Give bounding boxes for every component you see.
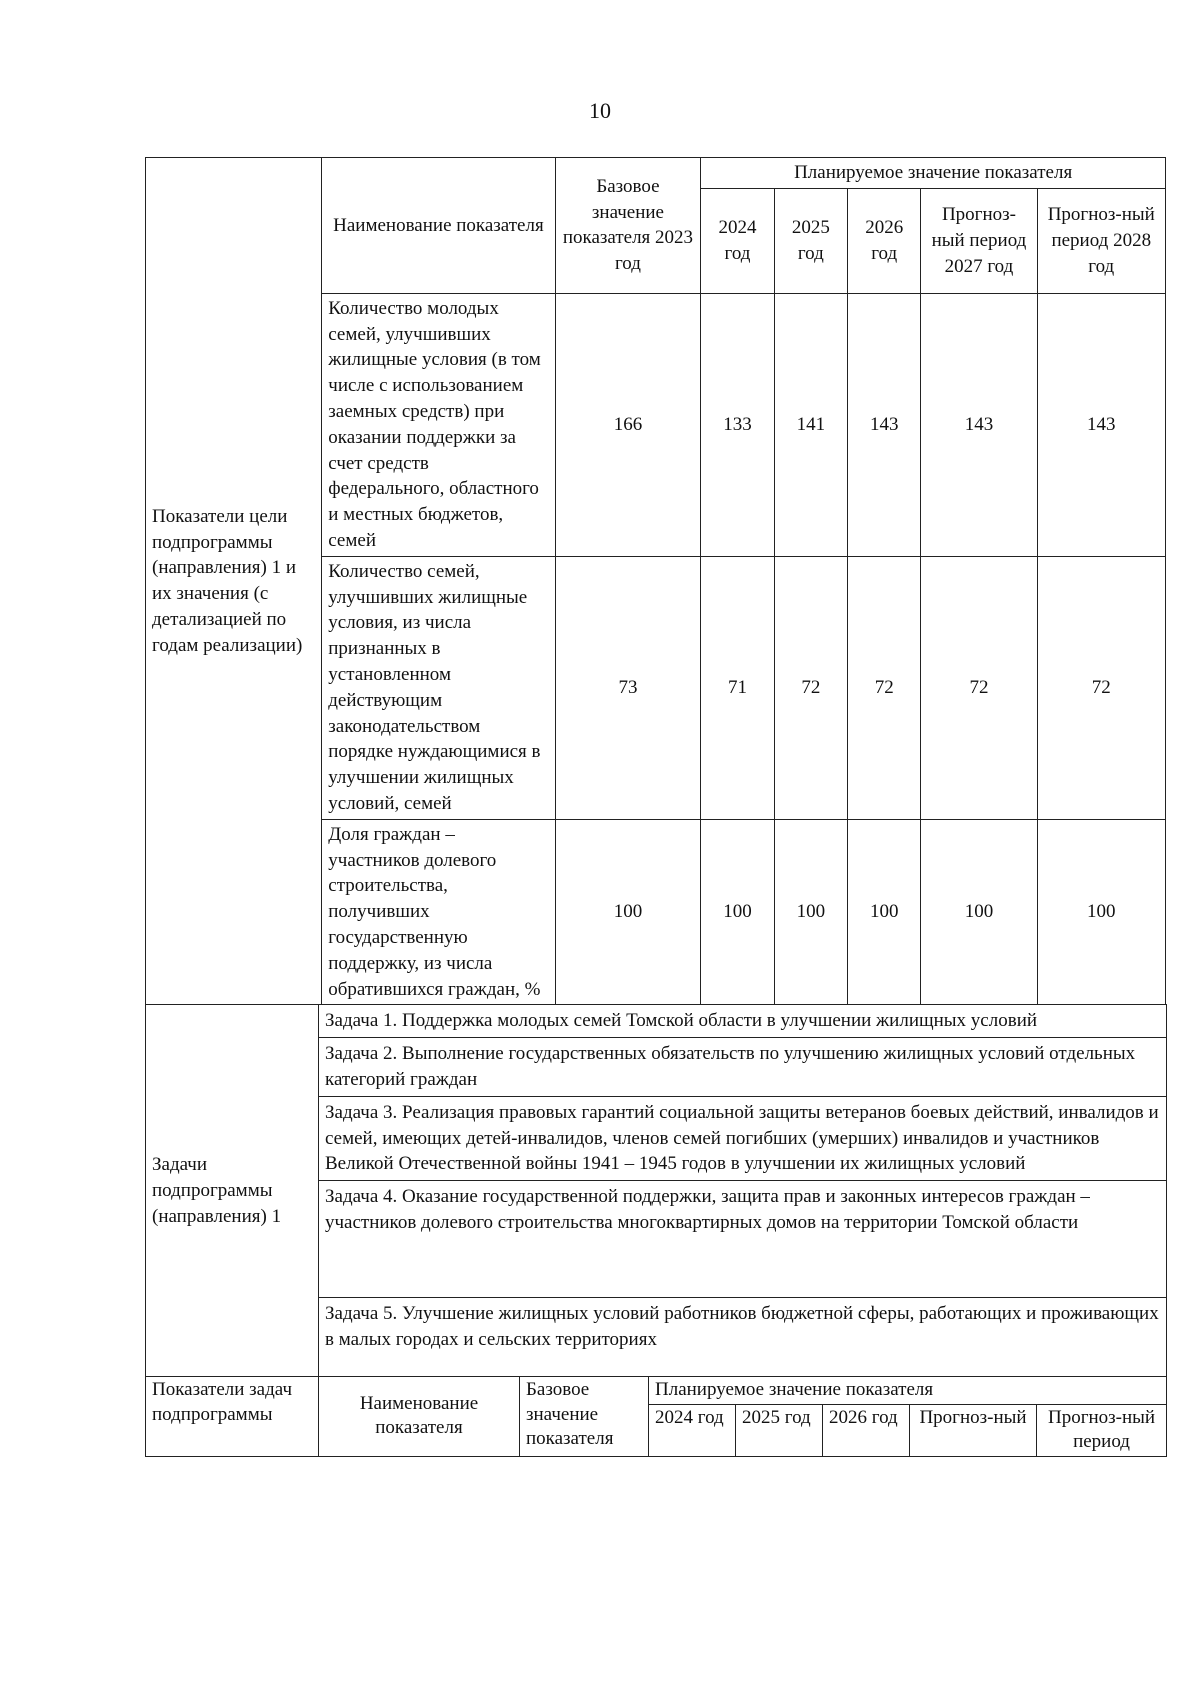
header-base: Базовое значение показателя 2023 год xyxy=(555,158,701,294)
passport-table xyxy=(145,157,1166,1457)
task-header-forecast-1: Прогноз-ный xyxy=(910,1404,1037,1456)
indicator-value-2028: 143 xyxy=(1037,293,1165,556)
header-2024: 2024 год xyxy=(701,188,774,293)
indicator-value-2024: 71 xyxy=(701,556,774,819)
indicator-value-2026: 100 xyxy=(848,819,921,1005)
header-planned: Планируемое значение показателя xyxy=(701,158,1166,189)
indicator-value-2025: 100 xyxy=(774,819,847,1005)
header-forecast-2027: Прогноз-ный период 2027 год xyxy=(921,188,1037,293)
tasks-table xyxy=(145,1004,1167,1377)
indicator-value-2027: 72 xyxy=(921,556,1037,819)
task-header-2026: 2026 год xyxy=(823,1404,910,1456)
task-header-name: Наименование показателя xyxy=(319,1377,520,1457)
task-header-2024: 2024 год xyxy=(649,1404,736,1456)
indicator-value-2025: 72 xyxy=(774,556,847,819)
indicator-value-2024: 133 xyxy=(701,293,774,556)
indicators-section-label: Показатели цели подпрограммы (направления) 1 и их значения (с детализацией по годам реализации) xyxy=(146,158,322,1005)
task-header-2025: 2025 год xyxy=(736,1404,823,1456)
indicator-name: Количество семей, улучшивших жилищные условия, из числа признанных в установленном действующим законодательством порядке нуждающимися в улучшении жилищных условий, семей xyxy=(322,556,555,819)
task-header-planned: Планируемое значение показателя xyxy=(649,1377,1167,1405)
header-name: Наименование показателя xyxy=(322,158,555,294)
task-5: Задача 5. Улучшение жилищных условий работников бюджетной сферы, работающих и проживающих в малых городах и сельских территориях xyxy=(319,1298,1167,1377)
indicators-table xyxy=(145,157,1166,1005)
indicator-value-2025: 141 xyxy=(774,293,847,556)
tasks-section-label: Задачи подпрограммы (направления) 1 xyxy=(146,1005,319,1377)
header-forecast-2028: Прогноз-ный период 2028 год xyxy=(1037,188,1165,293)
indicator-value-2024: 100 xyxy=(701,819,774,1005)
task-indicators-section-label: Показатели задач подпрограммы xyxy=(146,1377,319,1457)
indicator-value-2028: 72 xyxy=(1037,556,1165,819)
indicator-value-2028: 100 xyxy=(1037,819,1165,1005)
indicator-base-value: 73 xyxy=(555,556,701,819)
indicator-value-2026: 72 xyxy=(848,556,921,819)
task-2: Задача 2. Выполнение государственных обязательств по улучшению жилищных условий отдельных категорий граждан xyxy=(319,1038,1167,1097)
task-header-forecast-2: Прогноз-ный период xyxy=(1037,1404,1167,1456)
task-header-base: Базовое значение показателя xyxy=(520,1377,649,1457)
indicator-base-value: 166 xyxy=(555,293,701,556)
indicator-value-2026: 143 xyxy=(848,293,921,556)
task-indicators-table xyxy=(145,1376,1167,1457)
indicator-name: Количество молодых семей, улучшивших жилищные условия (в том числе с использованием заемных средств) при оказании поддержки за счет средств федерального, областного и местных бюджетов, семей xyxy=(322,293,555,556)
task-1: Задача 1. Поддержка молодых семей Томской области в улучшении жилищных условий xyxy=(319,1005,1167,1038)
indicator-value-2027: 100 xyxy=(921,819,1037,1005)
indicator-base-value: 100 xyxy=(555,819,701,1005)
task-4: Задача 4. Оказание государственной поддержки, защита прав и законных интересов граждан – участников долевого строительства многоквартирных домов на территории Томской области xyxy=(319,1181,1167,1298)
indicator-value-2027: 143 xyxy=(921,293,1037,556)
task-3: Задача 3. Реализация правовых гарантий социальной защиты ветеранов боевых действий, инвалидов и семей, имеющих детей-инвалидов, членов семей погибших (умерших) инвалидов и участников Великой Отечественной войны 1941 – 1945 годов в улучшении их жилищных условий xyxy=(319,1096,1167,1180)
indicator-name: Доля граждан – участников долевого строительства, получивших государственную поддержку, из числа обратившихся граждан, % xyxy=(322,819,555,1005)
header-2026: 2026 год xyxy=(848,188,921,293)
page-number: 10 xyxy=(589,98,611,123)
header-2025: 2025 год xyxy=(774,188,847,293)
